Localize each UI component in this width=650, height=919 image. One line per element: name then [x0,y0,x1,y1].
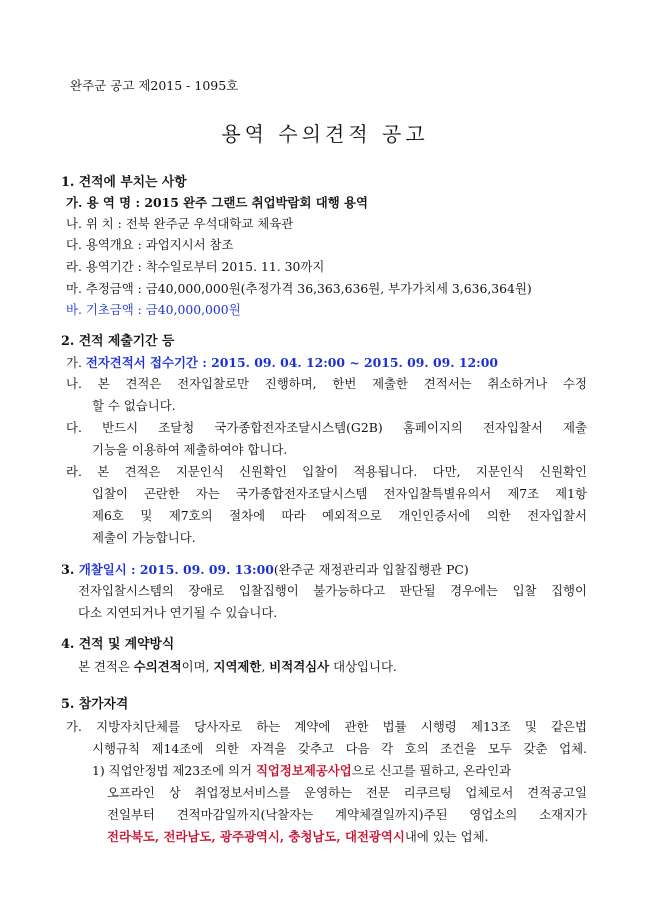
s3-number: 3. [61,563,79,578]
s5-item-ga-line1: 가. 지방자치단체를 당사자로 하는 계약에 관한 법률 시행령 제13조 및 같은법 [66,719,587,734]
s2-item-ra-line2: 입찰이 곤란한 자는 국가종합전자조달시스템 전자입찰특별유의서 제7조 제1항 [92,486,587,501]
s5-subitem-1-line4 [107,829,488,845]
s3-opening-datetime: 개찰일시 : 2015. 09. 09. 13:00 [78,562,274,577]
s5-sub1-tail: 내에 있는 업체. [404,829,489,844]
page-title: 용역 수의견적 공고 [221,122,429,146]
s2-item-da-line2: 기능을 이용하여 제출하여야 합니다. [92,442,288,457]
s1-item-na: 나. 위 치 : 전북 완주군 우석대학교 체육관 [66,216,294,231]
s2-item-ra-line3: 제6호 및 제7호의 절차에 따라 예외적으로 개인인증서에 의한 전자입찰서 [92,508,587,523]
s1-item-ra: 라. 용역기간 : 착수일로부터 2015. 11. 30까지 [66,259,325,274]
s5-sub1-text-a: 1) 직업안정법 제23조에 의거 [92,763,256,778]
s1-item-ga: 가. 용 역 명 : 2015 완주 그랜드 취업박람회 대행 용역 [66,195,368,210]
s2-item-ga [66,355,498,371]
s3-body-line2: 다소 지연되거나 연기될 수 있습니다. [78,605,278,620]
s3-body-line1: 전자입찰시스템의 장애로 입찰집행이 불가능하다고 판단될 경우에는 입찰 집행이 [78,583,587,598]
s4-text-4: 대상입니다. [329,659,397,674]
s4-bold-3: 비적격심사 [269,659,330,674]
s4-bold-1: 수의견적 [133,659,182,674]
s4-body [78,659,397,675]
s5-subitem-1-line3: 전일부터 견적마감일까지(낙찰자는 계약체결일까지)주된 영업소의 소재지가 [107,807,587,822]
s1-item-ba: 바. 기초금액 : 금40,000,000원 [66,302,241,317]
section-2-heading: 2. 견적 제출기간 등 [61,334,175,349]
s5-item-ga-line2: 시행규칙 제14조에 의한 자격을 갖추고 다음 각 호의 조건을 모두 갖춘 업체. [92,741,587,756]
s5-sub1-business-type: 직업정보제공사업 [255,763,352,778]
s2-ga-prefix: 가. [66,355,86,370]
s4-text-3: , [261,659,270,674]
s2-item-na-line2: 할 수 없습니다. [92,398,176,413]
section-3-heading [61,562,469,579]
s4-text-1: 본 견적은 [78,659,134,674]
s4-bold-2: 지역제한 [213,659,262,674]
s1-item-ma: 마. 추정금액 : 금40,000,000원(추정가격 36,363,636원, 부가가치세 3,636,364원) [66,281,532,296]
s5-subitem-1-line2: 오프라인 상 취업정보서비스를 운영하는 전문 리쿠르팅 업체로서 견적공고일 [107,785,587,800]
s2-item-ra-line1: 라. 본 견적은 지문인식 신원확인 입찰이 적용됩니다. 다만, 지문인식 신원확인 [66,464,587,479]
s5-sub1-text-b: 으로 신고를 필하고, 온라인과 [351,763,512,778]
s1-item-da: 다. 용역개요 : 과업지시서 참조 [66,237,234,252]
section-1-heading: 1. 견적에 부치는 사항 [61,175,187,190]
s2-ga-period: 전자견적서 접수기간 : 2015. 09. 04. 12:00 ~ 2015. 09. 09. 12:00 [85,355,498,370]
s5-sub1-regions: 전라북도, 전라남도, 광주광역시, 충청남도, 대전광역시 [107,829,405,844]
s2-item-na-line1: 나. 본 견적은 전자입찰로만 진행하며, 한번 제출한 견적서는 취소하거나 수정 [66,376,587,391]
section-4-heading: 4. 견적 및 계약방식 [61,637,175,652]
section-5-heading: 5. 참가자격 [61,697,129,712]
notice-number: 완주군 공고 제2015 - 1095호 [70,78,239,93]
s2-item-da-line1: 다. 반드시 조달청 국가종합전자조달시스템(G2B) 홈페이지의 전자입찰서 제출 [66,420,587,435]
s3-opening-place: (완주군 재정관리과 입찰집행관 PC) [273,562,469,577]
s5-subitem-1-line1 [92,763,511,779]
s4-text-2: 이며, [181,659,214,674]
s2-item-ra-line4: 제출이 가능합니다. [92,530,196,545]
